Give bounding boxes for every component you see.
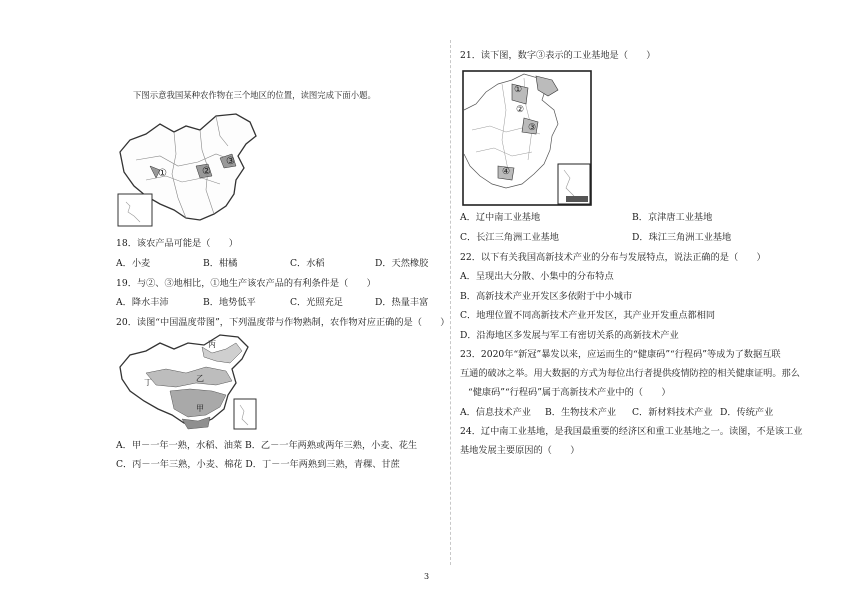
q21-option-d: D．珠江三角洲工业基地 bbox=[632, 232, 732, 243]
q21-option-c: C．长江三角洲工业基地 bbox=[460, 232, 559, 243]
map2-label-ding: 丁 bbox=[144, 378, 152, 387]
q21-option-b: B．京津唐工业基地 bbox=[632, 212, 713, 223]
q22-option-a: A．呈现出大分散、小集中的分布特点 bbox=[460, 271, 614, 282]
q19-option-c: C．光照充足 bbox=[290, 297, 343, 308]
q21-stem: 21．读下图，数字③表示的工业基地是（ ） bbox=[460, 50, 656, 61]
q23-line-3: “健康码”“行程码”属于高新技术产业中的（ ） bbox=[468, 387, 671, 398]
q23-line-2: 互通的破冰之举。用大数据的方式为每位出行者提供疫情防控的相关健康证明。那么 bbox=[460, 368, 800, 379]
q21-option-a: A．辽中南工业基地 bbox=[460, 212, 541, 223]
q18-option-a: A．小麦 bbox=[116, 258, 151, 269]
map3-label-1: ① bbox=[514, 85, 523, 95]
map1-label-3: ③ bbox=[226, 156, 235, 167]
q19-stem: 19．与②、③地相比，①地生产该农产品的有利条件是（ ） bbox=[116, 278, 376, 289]
china-temperature-zone-map bbox=[116, 333, 266, 433]
q22-option-b: B．高新技术产业开发区多依附于中小城市 bbox=[460, 291, 633, 302]
map2-label-yi: 乙 bbox=[196, 374, 204, 383]
q23-option-c: C．新材料技术产业 bbox=[632, 407, 713, 418]
q24-line-1: 24．辽中南工业基地，是我国最重要的经济区和重工业基地之一。读图，不是该工业 bbox=[460, 426, 803, 437]
q23-option-b: B．生物技术产业 bbox=[545, 407, 617, 418]
q20-options-ab: A．甲－一年一熟，水稻、油菜 B．乙－一年两熟或两年三熟，小麦、花生 bbox=[116, 440, 418, 451]
page-number: 3 bbox=[424, 572, 430, 581]
q18-option-b: B．柑橘 bbox=[203, 258, 238, 269]
map3-label-2: ② bbox=[516, 105, 525, 115]
map3-label-3: ③ bbox=[528, 123, 537, 133]
q18-option-d: D．天然橡胶 bbox=[375, 258, 429, 269]
q22-option-d: D．沿海地区多发展与军工有密切关系的高新技术产业 bbox=[460, 330, 679, 341]
q18-option-c: C．水稻 bbox=[290, 258, 325, 269]
map2-label-bing: 丙 bbox=[208, 340, 216, 349]
column-divider bbox=[450, 40, 451, 565]
q23-line-1: 23．2020年“新冠”暴发以来，应运而生的“健康码”“行程码”等成为了数据互联 bbox=[460, 349, 781, 360]
industrial-bases-map bbox=[462, 70, 592, 206]
map3-label-4: ④ bbox=[502, 167, 511, 177]
q18-stem: 18．该农产品可能是（ ） bbox=[116, 238, 238, 249]
q23-option-a: A．信息技术产业 bbox=[460, 407, 531, 418]
map1-label-2: ② bbox=[202, 166, 211, 177]
q24-line-2: 基地发展主要原因的（ ） bbox=[460, 445, 580, 456]
q23-option-d: D．传统产业 bbox=[720, 407, 774, 418]
q20-options-cd: C．丙－一年三熟，小麦、棉花 D．丁－一年两熟到三熟，青稞、甘蔗 bbox=[116, 459, 400, 470]
q19-option-d: D．热量丰富 bbox=[375, 297, 429, 308]
china-map-crops bbox=[116, 110, 276, 230]
map1-label-1: ① bbox=[158, 168, 167, 179]
q22-option-c: C．地理位置不同高新技术产业开发区，其产业开发重点都相同 bbox=[460, 310, 716, 321]
q19-option-b: B．地势低平 bbox=[203, 297, 256, 308]
q20-stem: 20．读图“中国温度带图”，下列温度带与作物熟制，农作物对应正确的是（ ） bbox=[116, 317, 450, 328]
map2-label-jia: 甲 bbox=[196, 404, 204, 413]
q22-stem: 22．以下有关我国高新技术产业的分布与发展特点，说法正确的是（ ） bbox=[460, 252, 766, 263]
q19-option-a: A．降水丰沛 bbox=[116, 297, 169, 308]
intro-text: 下图示意我国某种农作物在三个地区的位置，读图完成下面小题。 bbox=[133, 90, 376, 100]
